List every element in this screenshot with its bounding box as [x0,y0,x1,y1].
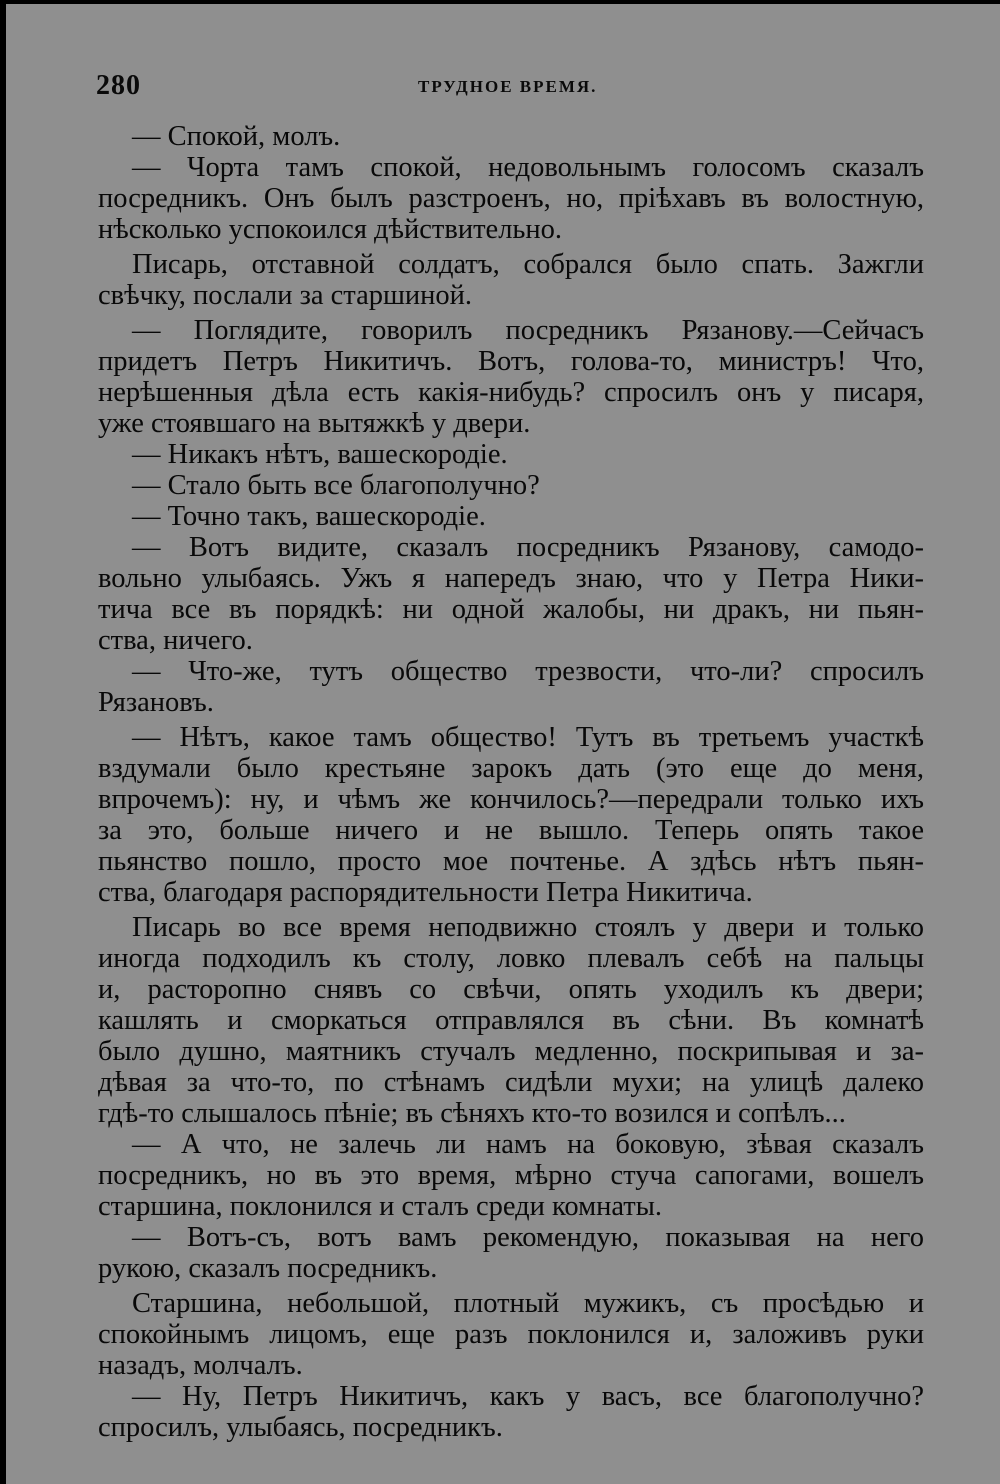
text-line: — Вотъ-съ, вотъ вамъ рекомендую, показывая на него [132,1222,924,1253]
text-line: кашлять и сморкаться отправлялся въ сѣни. Въ комнатѣ [98,1005,924,1036]
text-line: — Спокой, молъ. [132,121,341,152]
text-line: — Ну, Петръ Никитичъ, какъ у васъ, все благополучно? [132,1381,924,1412]
text-line: посредникъ. Онъ былъ разстроенъ, но, пріѣхавъ въ волостную, [98,183,924,214]
paragraph [98,315,924,439]
book-page [6,4,1000,1484]
paragraph [98,1288,924,1381]
text-line: — Нѣтъ, какое тамъ общество! Тутъ въ третьемъ участкѣ [132,722,924,753]
text-line: рукою, сказалъ посредникъ. [98,1253,438,1284]
text-line: — Точно такъ, вашескородіе. [132,501,486,532]
body-text [98,121,924,1443]
text-line: впрочемъ): ну, и чѣмъ же кончилось?—передрали только ихъ [98,784,924,815]
text-line: спокойнымъ лицомъ, еще разъ поклонился и, заложивъ руки [98,1319,924,1350]
text-line: — Чорта тамъ спокой, недовольнымъ голосомъ сказалъ [132,152,924,183]
text-line: пьянство пошло, просто мое почтенье. А здѣсь нѣтъ пьян- [98,846,924,877]
text-line: Писарь во все время неподвижно стоялъ у двери и только [132,912,924,943]
text-line: за это, больше ничего и не вышло. Теперь опять такое [98,815,924,846]
paragraph [98,501,924,532]
text-line: — Поглядите, говорилъ посредникъ Рязанову.—Сейчасъ [132,315,924,346]
paragraph [98,656,924,718]
text-line: уже стоявшаго на вытяжкѣ у двери. [98,408,531,439]
text-line: Старшина, небольшой, плотный мужикъ, съ просѣдью и [132,1288,924,1319]
text-line: — Никакъ нѣтъ, вашескородіе. [132,439,508,470]
paragraph [98,722,924,908]
text-line: ства, благодаря распорядительности Петра Никитича. [98,877,753,908]
paragraph [98,439,924,470]
page-number: 280 [96,70,141,101]
text-line: дѣвая за что-то, по стѣнамъ сидѣли мухи; на улицѣ далеко [98,1067,924,1098]
text-line: — А что, не залечь ли намъ на боковую, зѣвая сказалъ [132,1129,924,1160]
text-line: спросилъ, улыбаясь, посредникъ. [98,1412,503,1443]
paragraph [98,121,924,152]
paragraph [98,1222,924,1284]
text-line: нѣсколько успокоился дѣйствительно. [98,214,563,245]
running-title: ТРУДНОЕ ВРЕМЯ. [418,77,598,96]
text-line: Писарь, отставной солдатъ, собрался было спать. Зажгли [132,249,924,280]
text-line: и, расторопно снявъ со свѣчи, опять уходилъ къ двери; [98,974,924,1005]
paragraph [98,532,924,656]
text-line: — Вотъ видите, сказалъ посредникъ Рязанову, самодо- [132,532,924,563]
text-line: ства, ничего. [98,625,253,656]
text-line: Рязановъ. [98,687,214,718]
text-line: старшина, поклонился и сталъ среди комнаты. [98,1191,663,1222]
paragraph [98,912,924,1129]
text-line: нерѣшенныя дѣла есть какія-нибудь? спросилъ онъ у писаря, [98,377,924,408]
text-line: тича все въ порядкѣ: ни одной жалобы, ни дракъ, ни пьян- [98,594,924,625]
paragraph [98,249,924,311]
text-line: гдѣ-то слышалось пѣніе; въ сѣняхъ кто-то возился и сопѣлъ... [98,1098,846,1129]
text-line: — Стало быть все благополучно? [132,470,540,501]
text-line: было душно, маятникъ стучалъ медленно, поскрипывая и за- [98,1036,924,1067]
text-line: вольно улыбаясь. Ужъ я напередъ знаю, что у Петра Ники- [98,563,924,594]
text-line: придетъ Петръ Никитичъ. Вотъ, голова-то, министръ! Что, [98,346,924,377]
paragraph [98,152,924,245]
text-line: посредникъ, но въ это время, мѣрно стуча сапогами, вошелъ [98,1160,924,1191]
paragraph [98,470,924,501]
text-line: — Что-же, тутъ общество трезвости, что-ли? спросилъ [132,656,924,687]
paragraph [98,1129,924,1222]
page-header [96,70,926,110]
text-line: иногда подходилъ къ столу, ловко плевалъ себѣ на пальцы [98,943,924,974]
paragraph [98,1381,924,1443]
text-line: назадъ, молчалъ. [98,1350,303,1381]
text-line: вздумали было крестьяне зарокъ дать (это еще до меня, [98,753,924,784]
text-line: свѣчку, послали за старшиной. [98,280,473,311]
